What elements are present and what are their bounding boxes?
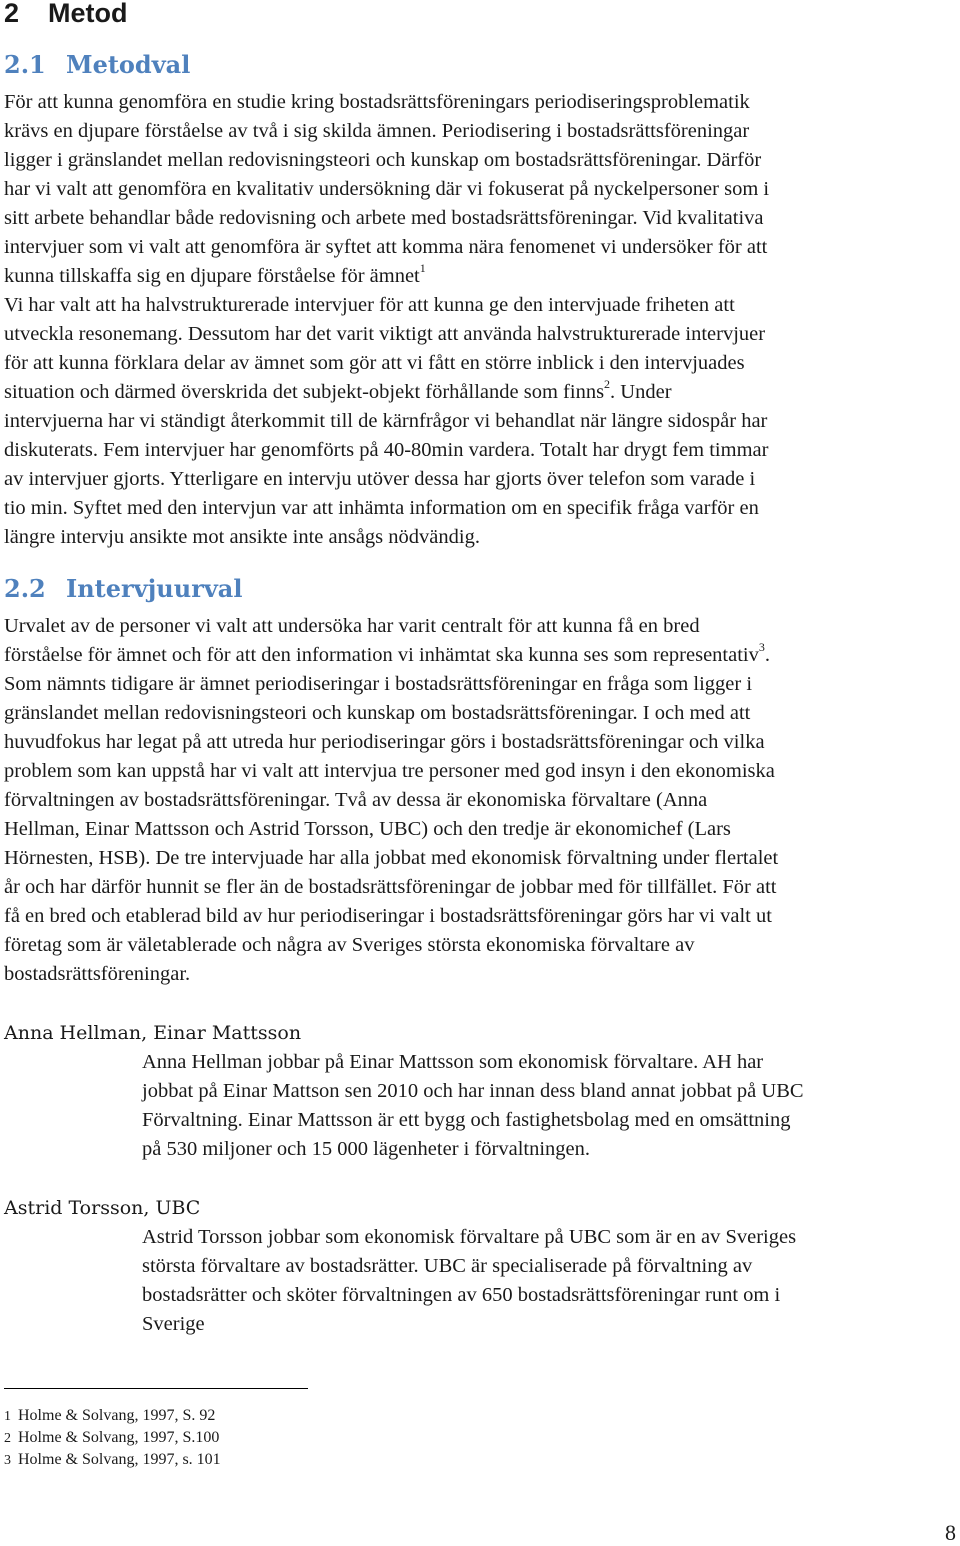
text-line: Som nämnts tidigare är ämnet periodiseringar i bostadsrättsföreningar en fråga som ligger i xyxy=(4,673,753,695)
text-line: bostadsrätter och sköter förvaltningen av 650 bostadsrättsföreningar runt om i xyxy=(142,1284,781,1306)
page-number: 8 xyxy=(945,1520,956,1545)
footnote-text: Holme & Solvang, 1997, S.100 xyxy=(18,1429,220,1446)
text-line: intervjuer som vi valt att genomföra är syftet att komma nära fenomenet vi undersöker för att xyxy=(4,236,768,258)
footnote-number: 2 xyxy=(4,1431,11,1446)
text-line: längre intervju ansikte mot ansikte inte ansågs nödvändig. xyxy=(4,526,480,548)
text-line: diskuterats. Fem intervjuer har genomförts på 40-80min vardera. Totalt har drygt fem timmar xyxy=(4,439,769,461)
footnote-number: 3 xyxy=(4,1453,11,1468)
text-line: Astrid Torsson jobbar som ekonomisk förvaltare på UBC som är en av Sveriges xyxy=(142,1226,797,1248)
interviewee-name-anna-hellman: Anna Hellman, Einar Mattsson xyxy=(4,1022,302,1044)
text-segment: förståelse för ämnet och för att den information vi inhämtat ska kunna ses som representativ xyxy=(4,644,759,666)
text-line: krävs en djupare förståelse av två i sig skilda ämnen. Periodisering i bostadsrättsföreningar xyxy=(4,120,750,142)
text-line: på 530 miljoner och 15 000 lägenheter i förvaltningen. xyxy=(142,1138,591,1160)
text-line: för att kunna förklara delar av ämnet som gör att vi fått en större inblick i den intervjuades xyxy=(4,352,745,374)
paragraph-intervjuurval xyxy=(4,612,960,989)
text-line xyxy=(4,378,960,407)
section-title: Intervjuurval xyxy=(66,574,243,603)
footnote-ref-1[interactable]: 1 xyxy=(419,261,426,275)
text-line: Hörnesten, HSB). De tre intervjuade har alla jobbat med ekonomisk förvaltning under flertalet xyxy=(4,847,779,869)
text-line: Sverige xyxy=(142,1313,205,1335)
text-line: problem som kan uppstå har vi valt att intervjua tre personer med god insyn i den ekonomiska xyxy=(4,760,775,782)
text-line: få en bred och etablerad bild av hur periodiseringar i bostadsrättsföreningar görs har vi valt ut xyxy=(4,905,772,927)
text-segment: kunna tillskaffa sig en djupare förståelse för ämnet xyxy=(4,265,420,287)
footnote-1 xyxy=(4,1405,215,1428)
interviewee-description-anna-hellman xyxy=(142,1048,960,1164)
section-title: Metodval xyxy=(66,50,191,79)
text-line: förvaltningen av bostadsrättsföreningar. Två av dessa är ekonomiska förvaltare (Anna xyxy=(4,789,708,811)
text-line: gränslandet mellan redovisningsteori och kunskap om bostadsrättsföreningar. I och med att xyxy=(4,702,751,724)
text-line: har vi valt att genomföra en kvalitativ undersökning där vi fokuserat på nyckelpersoner som i xyxy=(4,178,770,200)
chapter-title: Metod xyxy=(48,0,128,28)
text-segment: . Under xyxy=(610,381,672,403)
footnote-text: Holme & Solvang, 1997, s. 101 xyxy=(18,1451,221,1468)
text-segment: situation och därmed överskrida det subjekt-objekt förhållande som finns xyxy=(4,381,605,403)
text-line xyxy=(4,262,960,291)
text-line: Anna Hellman jobbar på Einar Mattsson som ekonomisk förvaltare. AH har xyxy=(142,1051,764,1073)
text-line: företag som är väletablerade och några av Sveriges största ekonomiska förvaltare av xyxy=(4,934,695,956)
footnote-3 xyxy=(4,1449,221,1472)
section-number: 2.2 xyxy=(4,574,46,603)
text-line: av intervjuer gjorts. Ytterligare en intervju utöver dessa har gjorts över telefon som varade i xyxy=(4,468,756,490)
text-line: jobbat på Einar Mattson sen 2010 och har innan dess bland annat jobbat på UBC xyxy=(142,1080,804,1102)
text-segment: . xyxy=(764,644,770,666)
footnote-text: Holme & Solvang, 1997, S. 92 xyxy=(18,1407,216,1424)
text-line: huvudfokus har legat på att utreda hur periodiseringar görs i bostadsrättsföreningar och vilka xyxy=(4,731,765,753)
section-number: 2.1 xyxy=(4,50,46,79)
text-line: utveckla resonemang. Dessutom har det varit viktigt att använda halvstrukturerade intervjuer xyxy=(4,323,766,345)
footnote-2 xyxy=(4,1427,219,1450)
text-line xyxy=(4,641,960,670)
text-line: ligger i gränslandet mellan redovisningsteori och kunskap om bostadsrättsföreningar. Därför xyxy=(4,149,762,171)
footnote-separator xyxy=(4,1388,308,1389)
text-line: tio min. Syftet med den intervjun var att inhämta information om en specifik fråga varför en xyxy=(4,497,759,519)
text-line: sitt arbete behandlar både redovisning och arbete med bostadsrättsföreningar. Vid kvalitativa xyxy=(4,207,764,229)
chapter-number: 2 xyxy=(4,0,20,28)
text-line: För att kunna genomföra en studie kring bostadsrättsföreningars periodiseringsproblematik xyxy=(4,91,750,113)
footnote-ref-3[interactable]: 3 xyxy=(758,640,765,654)
interviewee-description-astrid-torsson xyxy=(142,1223,960,1339)
footnote-number: 1 xyxy=(4,1409,11,1424)
text-line: Urvalet av de personer vi valt att undersöka har varit centralt för att kunna få en bred xyxy=(4,615,700,637)
section-heading-intervjuurval xyxy=(4,574,242,604)
section-heading-metodval xyxy=(4,50,190,80)
text-line: bostadsrättsföreningar. xyxy=(4,963,191,985)
text-line: största förvaltare av bostadsrätter. UBC är specialiserade på förvaltning av xyxy=(142,1255,753,1277)
text-line: intervjuerna har vi ständigt återkommit till de kärnfrågor vi behandlat när längre sidospår har xyxy=(4,410,768,432)
paragraph-metodval xyxy=(4,88,960,552)
text-line: år och har därför hunnit se fler än de bostadsrättsföreningar de jobbar med för tillfället. För att xyxy=(4,876,777,898)
text-line: Förvaltning. Einar Mattsson är ett bygg och fastighetsbolag med en omsättning xyxy=(142,1109,791,1131)
text-line: Hellman, Einar Mattsson och Astrid Torsson, UBC) och den tredje är ekonomichef (Lars xyxy=(4,818,731,840)
interviewee-name-astrid-torsson: Astrid Torsson, UBC xyxy=(4,1197,201,1219)
chapter-heading xyxy=(4,0,127,30)
footnote-ref-2[interactable]: 2 xyxy=(604,377,611,391)
text-line: Vi har valt att ha halvstrukturerade intervjuer för att kunna ge den intervjuade friheten att xyxy=(4,294,735,316)
